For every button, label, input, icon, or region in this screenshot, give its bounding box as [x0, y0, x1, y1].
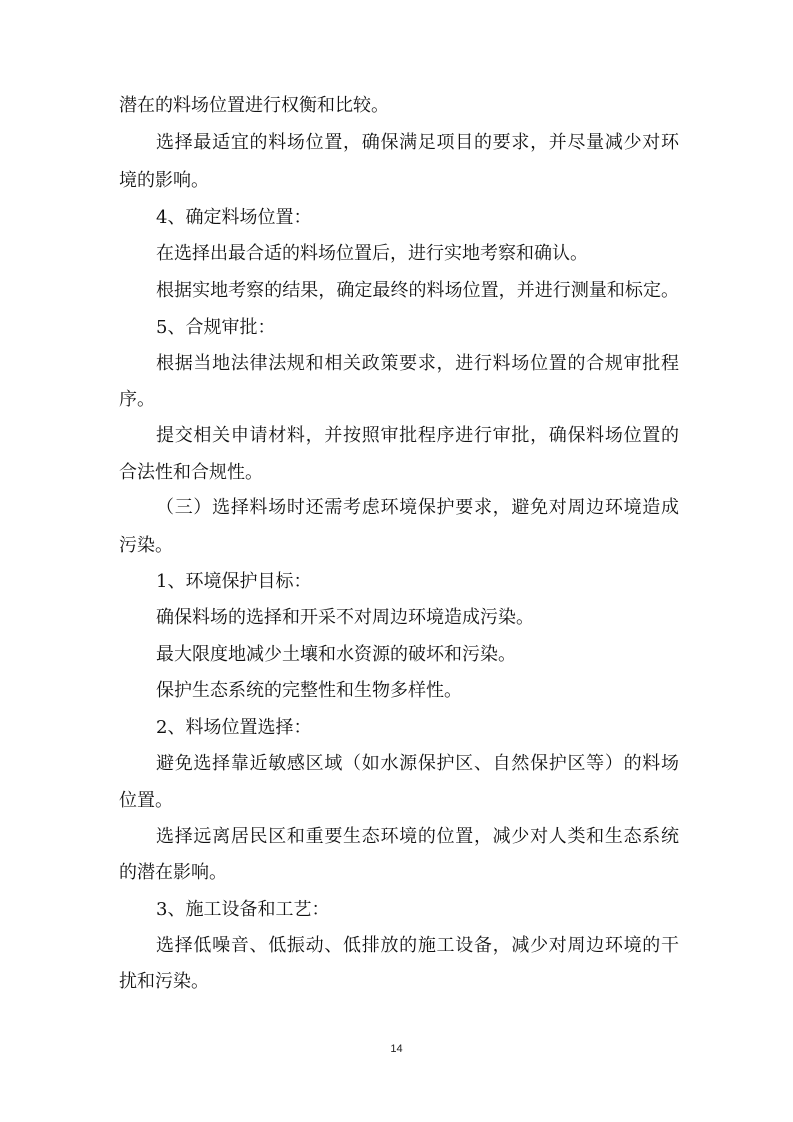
section-heading: 3、施工设备和工艺： — [156, 899, 330, 920]
section-heading: 5、合规审批： — [156, 317, 276, 338]
section-heading: 1、环境保护目标： — [156, 571, 312, 592]
section-heading: 4、确定料场位置： — [156, 207, 312, 228]
text-line: 扰和污染。 — [119, 971, 209, 992]
text-line: 的潜在影响。 — [119, 862, 227, 883]
section-heading: 2、料场位置选择： — [156, 717, 312, 738]
text-line: 潜在的料场位置进行权衡和比较。 — [119, 95, 389, 116]
text-line: 选择低噪音、低振动、低排放的施工设备，减少对周边环境的干 — [156, 935, 679, 956]
text-line: 最大限度地减少土壤和水资源的破坏和污染。 — [156, 644, 516, 665]
text-line: 根据实地考察的结果，确定最终的料场位置，并进行测量和标定。 — [156, 280, 679, 301]
text-line: 序。 — [119, 389, 155, 410]
text-line: 污染。 — [119, 535, 173, 556]
text-line: 避免选择靠近敏感区域（如水源保护区、自然保护区等）的料场 — [156, 753, 679, 774]
page-number: 14 — [390, 1043, 403, 1055]
text-line: 在选择出最合适的料场位置后，进行实地考察和确认。 — [156, 243, 588, 264]
text-line: 选择最适宜的料场位置，确保满足项目的要求，并尽量减少对环 — [156, 132, 679, 153]
text-line: 选择远离居民区和重要生态环境的位置，减少对人类和生态系统 — [156, 826, 679, 847]
text-line: 合法性和合规性。 — [119, 462, 263, 483]
text-line: 位置。 — [119, 790, 173, 811]
text-line: 确保料场的选择和开采不对周边环境造成污染。 — [156, 607, 534, 628]
text-line: 根据当地法律法规和相关政策要求，进行料场位置的合规审批程 — [156, 353, 679, 374]
text-line: 保护生态系统的完整性和生物多样性。 — [156, 680, 462, 701]
subsection-heading: （三）选择料场时还需考虑环境保护要求，避免对周边环境造成 — [156, 497, 679, 518]
text-line: 境的影响。 — [119, 170, 209, 191]
text-line: 提交相关申请材料，并按照审批程序进行审批，确保料场位置的 — [156, 425, 679, 446]
